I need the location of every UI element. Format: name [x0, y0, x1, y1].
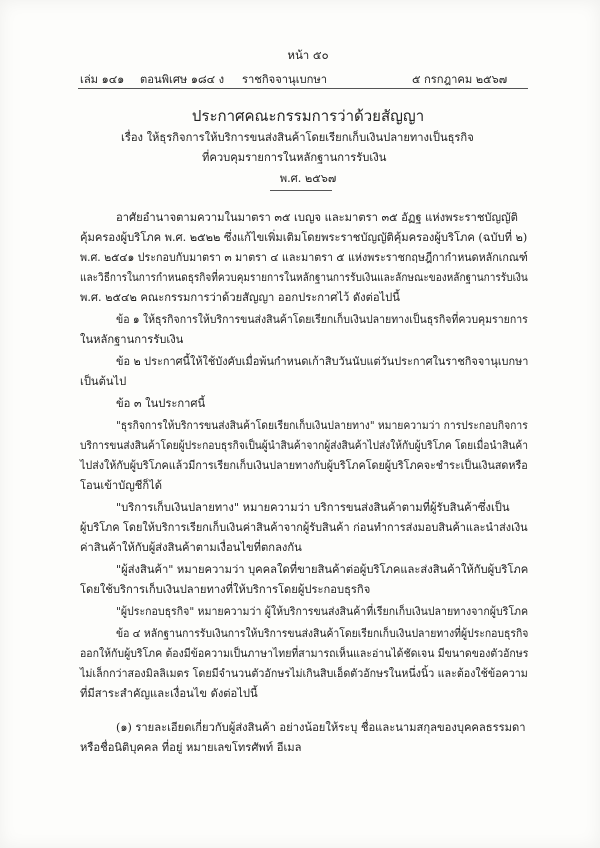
volume-number: เล่ม ๑๔๑ [80, 73, 125, 86]
preamble-line: พ.ศ. ๒๕๔๒ คณะกรรมการว่าด้วยสัญญา ออกประกาศไว้ ดังต่อไปนี้ [80, 291, 400, 304]
header-rule [78, 88, 528, 89]
announcement-title: ประกาศคณะกรรมการว่าด้วยสัญญา [191, 107, 425, 125]
clause-2-line: ข้อ ๒ ประกาศนี้ให้ใช้บังคับเมื่อพ้นกำหนดเก้าสิบวันนับแต่วันประกาศในราชกิจจานุเบกษา [116, 355, 529, 368]
clause-4-line: ออกให้กับผู้บริโภค ต้องมีข้อความเป็นภาษาไทยที่สามารถเห็นและอ่านได้ชัดเจน มีขนาดของตัวอักษร [80, 647, 529, 660]
title-divider [270, 190, 332, 191]
definition-1-line: บริการขนส่งสินค้าโดยผู้ประกอบธุรกิจเป็นผู้นำสินค้าจากผู้ส่งสินค้าไปส่งให้กับผู้บริโภค โดยเมื่อนำสินค้า [80, 439, 529, 452]
clause-4-line: ไม่เล็กกว่าสองมิลลิเมตร โดยมีจำนวนตัวอักษรไม่เกินสิบเอ็ดตัวอักษรในหนึ่งนิ้ว และต้องใช้ข้อความ [80, 667, 528, 680]
clause-1-line: ข้อ ๑ ให้ธุรกิจการให้บริการขนส่งสินค้าโดยเรียกเก็บเงินปลายทางเป็นธุรกิจที่ควบคุมรายการ [116, 313, 528, 326]
publication-date: ๕ กรกฎาคม ๒๕๖๗ [412, 73, 508, 86]
definition-3-line: โดยใช้บริการเก็บเงินปลายทางที่ให้บริการโดยผู้ประกอบธุรกิจ [80, 583, 371, 596]
announcement-year: พ.ศ. ๒๕๖๗ [279, 172, 337, 185]
preamble-line: และวิธีการในการกำหนดธุรกิจที่ควบคุมรายการในหลักฐานการรับเงินและลักษณะของหลักฐานการรับเงิน [80, 271, 528, 284]
definition-1-line: "ธุรกิจการให้บริการขนส่งสินค้าโดยเรียกเก็บเงินปลายทาง" หมายความว่า การประกอบกิจการ [116, 419, 528, 432]
definition-1-line: โอนเข้าบัญชีก็ได้ [80, 479, 163, 492]
subject-line-2: ที่ควบคุมรายการในหลักฐานการรับเงิน [202, 151, 387, 164]
page-number: หน้า ๕๐ [287, 48, 329, 62]
definition-1-line: ไปส่งให้กับผู้บริโภคแล้วมีการเรียกเก็บเงินปลายทางกับผู้บริโภคโดยผู้บริโภคจะชำระเป็นเงินสดหรือ [80, 459, 528, 472]
clause-3-heading: ข้อ ๓ ในประกาศนี้ [116, 397, 206, 410]
clause-1-line: ในหลักฐานการรับเงิน [80, 333, 184, 346]
definition-3-line: "ผู้ส่งสินค้า" หมายความว่า บุคคลใดที่ขายสินค้าต่อผู้บริโภคและส่งสินค้าให้กับผู้บริโภค [116, 563, 529, 576]
preamble-line: คุ้มครองผู้บริโภค พ.ศ. ๒๕๒๒ ซึ่งแก้ไขเพิ่มเติมโดยพระราชบัญญัติคุ้มครองผู้บริโภค (ฉบับที่ ๒) [80, 231, 528, 244]
item-1-line: หรือชื่อนิติบุคคล ที่อยู่ หมายเลขโทรศัพท์ อีเมล [80, 741, 302, 754]
subject-line-1: เรื่อง ให้ธุรกิจการให้บริการขนส่งสินค้าโดยเรียกเก็บเงินปลายทางเป็นธุรกิจ [121, 131, 474, 144]
preamble-line: อาศัยอำนาจตามความในมาตรา ๓๕ เบญจ และมาตรา ๓๕ อัฏฐ แห่งพระราชบัญญัติ [116, 211, 518, 224]
definition-2-line: ค่าสินค้าให้กับผู้ส่งสินค้าตามเงื่อนไขที่ตกลงกัน [80, 541, 302, 554]
definition-2-line: "บริการเก็บเงินปลายทาง" หมายความว่า บริการขนส่งสินค้าตามที่ผู้รับสินค้าซึ่งเป็น [116, 501, 510, 514]
preamble-line: พ.ศ. ๒๕๔๑ ประกอบกับมาตรา ๓ มาตรา ๔ และมาตรา ๕ แห่งพระราชกฤษฎีกากำหนดหลักเกณฑ์ [80, 251, 528, 264]
item-1-line: (๑) รายละเอียดเกี่ยวกับผู้ส่งสินค้า อย่างน้อยให้ระบุ ชื่อและนามสกุลของบุคคลธรรมดา [116, 721, 526, 734]
clause-2-line: เป็นต้นไป [80, 375, 127, 388]
definition-2-line: ผู้บริโภค โดยให้บริการเรียกเก็บเงินค่าสินค้าจากผู้รับสินค้า ก่อนทำการส่งมอบสินค้าและนำส่งเงิน [80, 521, 528, 534]
clause-4-line: ที่มีสาระสำคัญและเงื่อนไข ดังต่อไปนี้ [80, 687, 258, 700]
definition-4-line: "ผู้ประกอบธุรกิจ" หมายความว่า ผู้ให้บริการขนส่งสินค้าที่เรียกเก็บเงินปลายทางจากผู้บริโภค [116, 605, 529, 618]
gazette-name: ราชกิจจานุเบกษา [242, 73, 328, 86]
clause-4-line: ข้อ ๔ หลักฐานการรับเงินการให้บริการขนส่งสินค้าโดยเรียกเก็บเงินปลายทางที่ผู้ประกอบธุรกิจ [116, 627, 529, 640]
issue-number: ตอนพิเศษ ๑๘๔ ง [140, 73, 225, 86]
